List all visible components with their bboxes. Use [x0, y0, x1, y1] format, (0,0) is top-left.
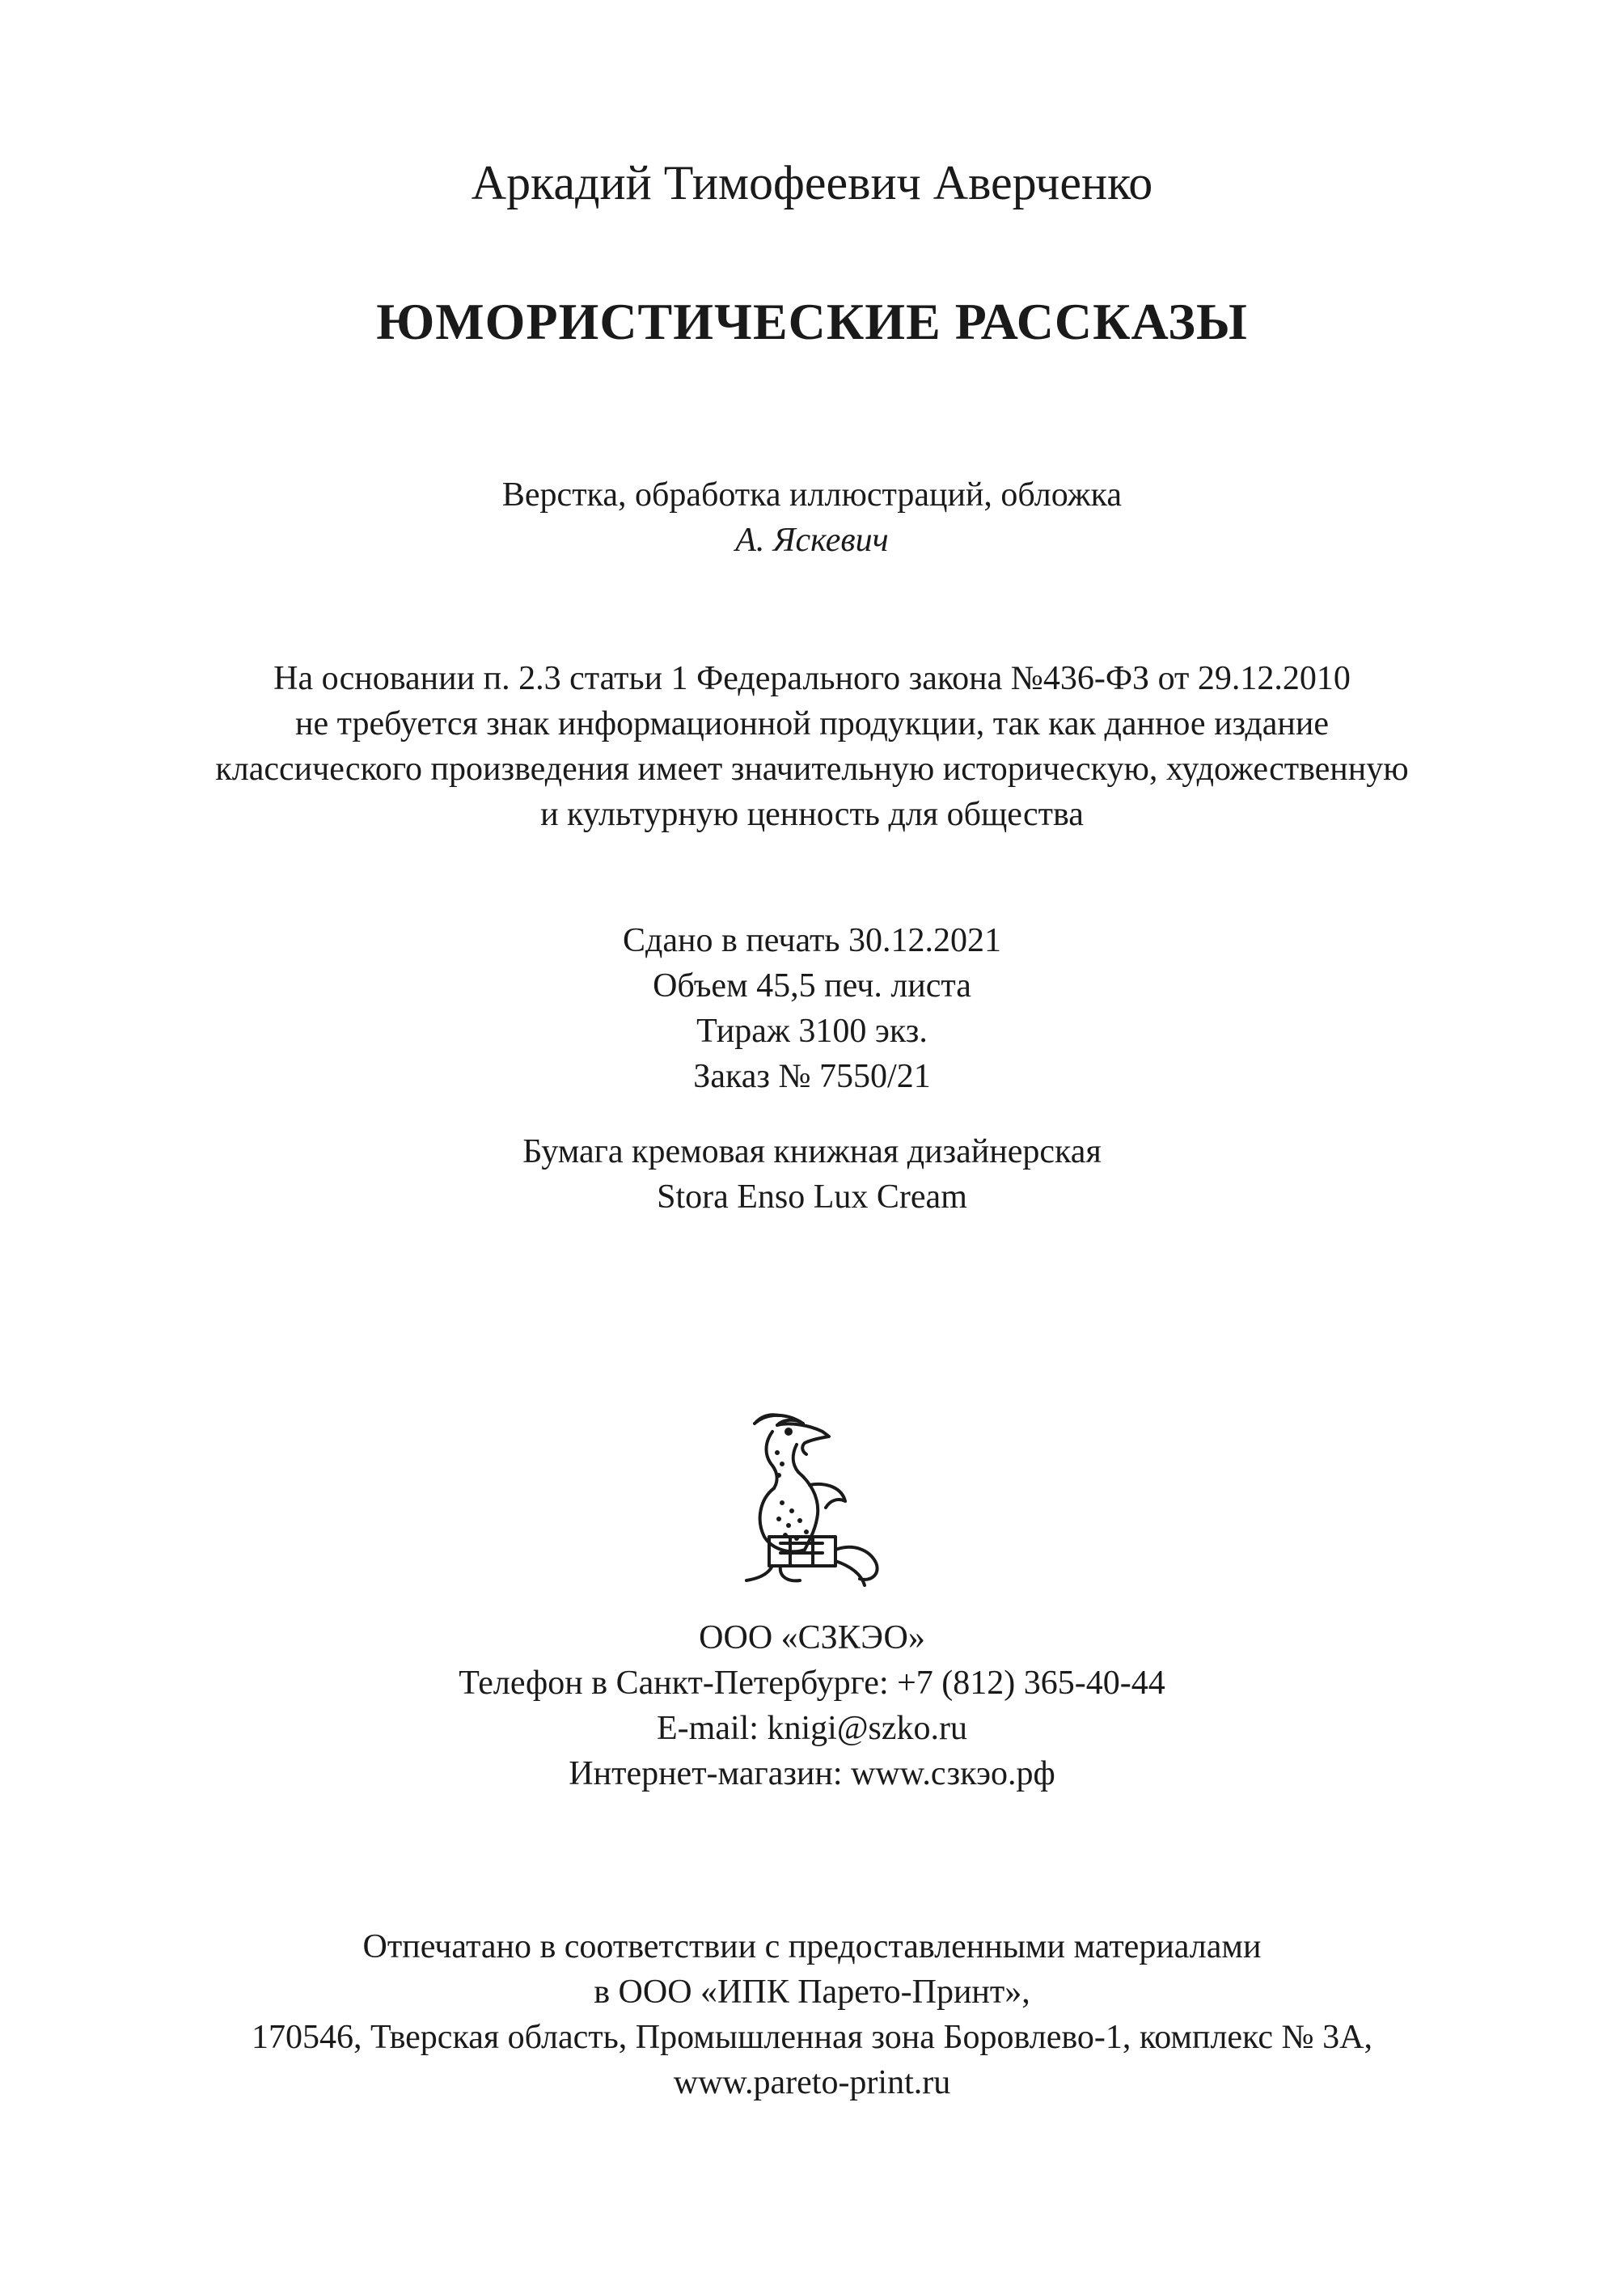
dragon-emblem-icon [732, 1407, 894, 1593]
legal-notice-line: и культурную ценность для общества [540, 796, 1084, 833]
paper-type: Бумага кремовая книжная дизайнерская [522, 1133, 1102, 1170]
book-title: ЮМОРИСТИЧЕСКИЕ РАССКАЗЫ [376, 293, 1248, 350]
author-name: Аркадий Тимофеевич Аверченко [471, 156, 1153, 209]
printer-line: Отпечатано в соответствии с предоставленными материалами [362, 1928, 1262, 1965]
publisher-email: E-mail: knigi@szko.ru [657, 1710, 967, 1747]
publisher-name: ООО «СЗКЭО» [699, 1619, 925, 1656]
publisher-phone: Телефон в Санкт-Петербурге: +7 (812) 365-40-44 [459, 1665, 1165, 1702]
print-date: Сдано в печать 30.12.2021 [622, 922, 1002, 959]
legal-notice-line: классического произведения имеет значительную историческую, художественную [215, 751, 1409, 788]
print-run: Тираж 3100 экз. [696, 1013, 928, 1050]
legal-notice-line: не требуется знак информационной продукции, так как данное издание [294, 705, 1329, 742]
legal-notice-line: На основании п. 2.3 статьи 1 Федерального закона №436-ФЗ от 29.12.2010 [273, 660, 1351, 697]
printer-website: www.pareto-print.ru [673, 2064, 951, 2101]
printer-line: в ООО «ИПК Парето-Принт», [594, 1974, 1030, 2011]
print-volume: Объем 45,5 печ. листа [653, 967, 971, 1005]
credits-role: Верстка, обработка иллюстраций, обложка [501, 476, 1123, 514]
credits-name: А. Яскевич [735, 522, 889, 559]
publisher-website: Интернет-магазин: www.сзкэо.рф [569, 1755, 1055, 1792]
order-number: Заказ № 7550/21 [693, 1058, 931, 1095]
printer-address: 170546, Тверская область, Промышленная зона Боровлево-1, комплекс № 3А, [252, 2019, 1372, 2056]
paper-brand: Stora Enso Lux Cream [657, 1178, 967, 1216]
